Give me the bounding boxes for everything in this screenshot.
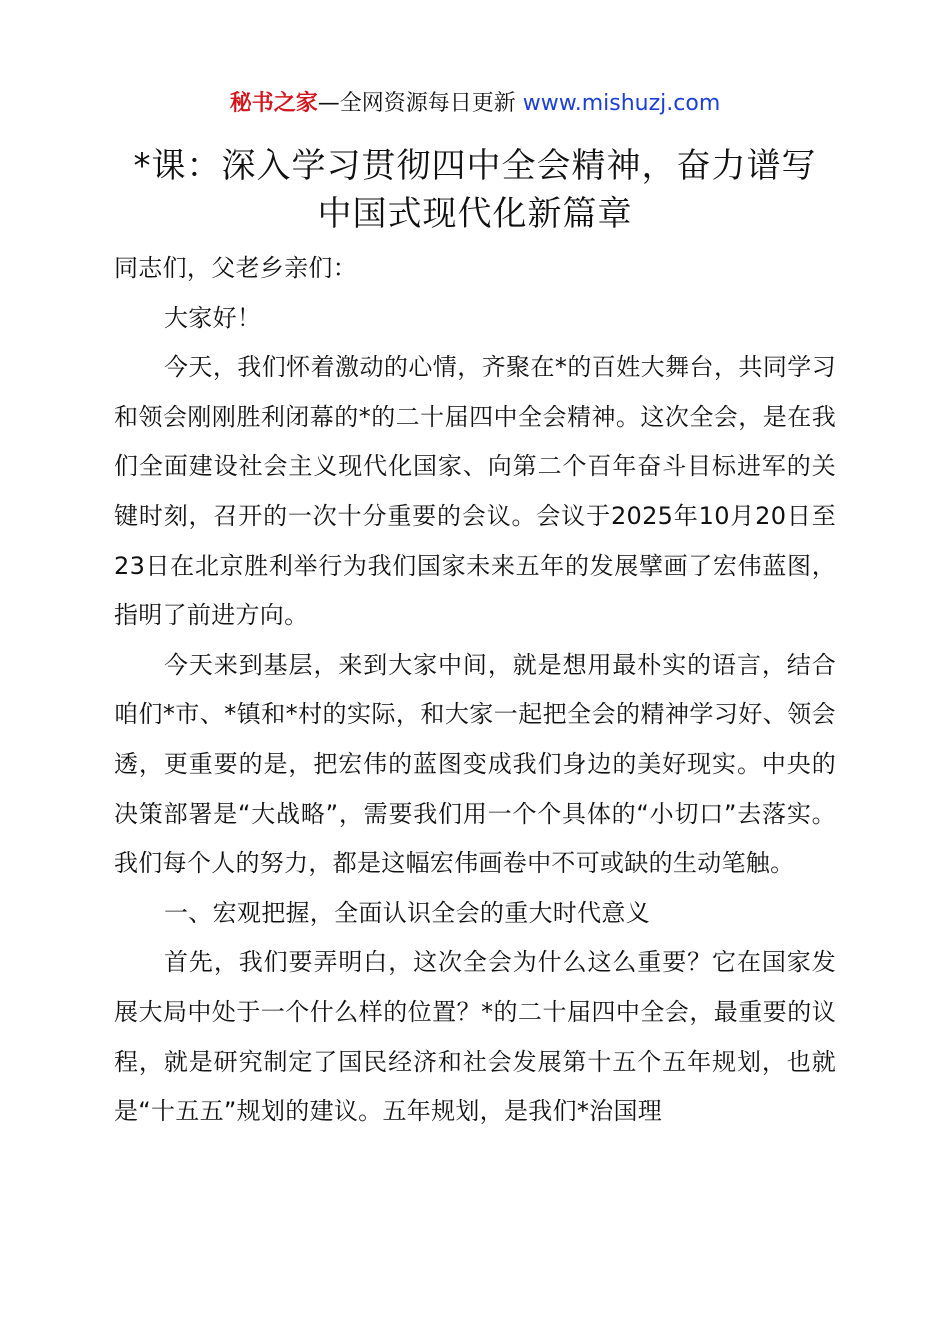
watermark-header — [0, 88, 950, 120]
document-body — [114, 244, 836, 1137]
paragraph: 首先，我们要弄明白，这次全会为什么这么重要？它在国家发展大局中处于一个什么样的位置？*的二十届四中全会，最重要的议程，就是研究制定了国民经济和社会发展第十五个五年规划，也就是“十五五”规划的建议。五年规划，是我们*治国理 — [114, 948, 836, 1126]
paragraph: 今天来到基层，来到大家中间，就是想用最朴实的语言，结合咱们*市、*镇和*村的实际，和大家一起把全会的精神学习好、领会透，更重要的是，把宏伟的蓝图变成我们身边的美好现实。中央的决策部署是“大战略”，需要我们用一个个具体的“小切口”去落实。我们每个人的努力，都是这幅宏伟画卷中不可或缺的生动笔触。 — [114, 650, 836, 878]
section-heading: 一、宏观把握，全面认识全会的重大时代意义 — [164, 898, 650, 927]
site-link[interactable]: www.mishuzj.com — [522, 91, 721, 116]
greeting: 大家好！ — [164, 303, 262, 332]
paragraph: 今天，我们怀着激动的心情，齐聚在*的百姓大舞台，共同学习和领会刚刚胜利闭幕的*的二十届四中全会精神。这次全会，是在我们全面建设社会主义现代化国家、向第二个百年奋斗目标进军的关键时刻，召开的一次十分重要的会议。会议于2025年10月20日至23日在北京胜利举行为我们国家未来五年的发展擘画了宏伟蓝图，指明了前进方向。 — [114, 353, 836, 630]
title-line-1: *课：深入学习贯彻四中全会精神，奋力谱写 — [133, 146, 817, 186]
document-title — [0, 142, 950, 238]
header-tagline: —全网资源每日更新 — [317, 91, 523, 116]
title-line-2: 中国式现代化新篇章 — [317, 194, 633, 234]
brand-name: 秘书之家 — [229, 91, 318, 116]
salutation: 同志们，父老乡亲们： — [114, 254, 357, 282]
